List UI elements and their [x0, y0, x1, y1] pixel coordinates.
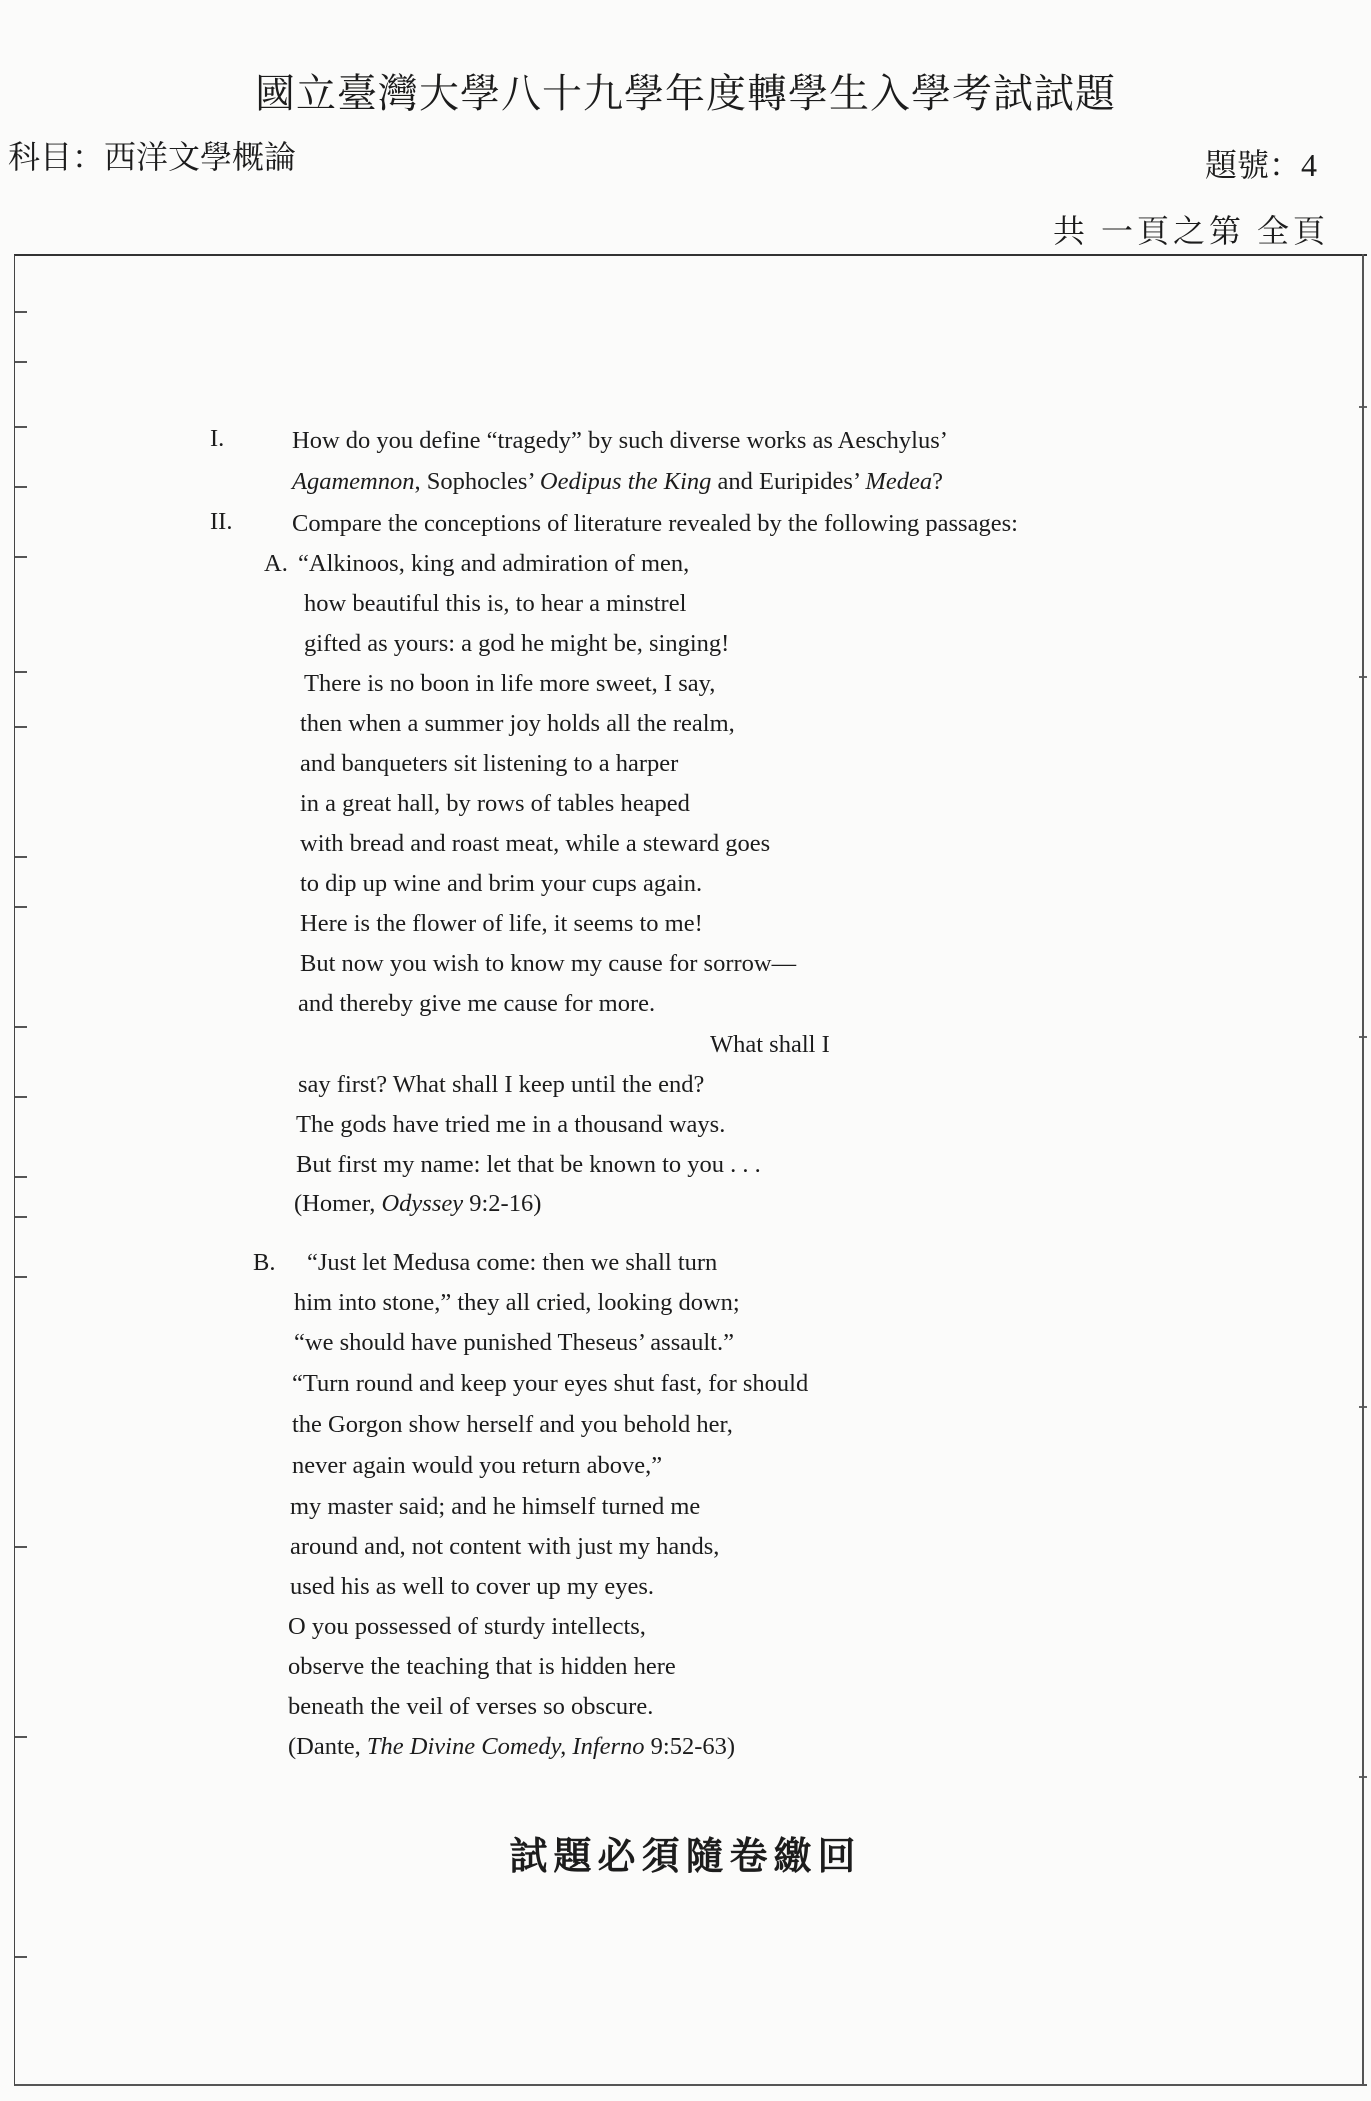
question-2-text: Compare the conceptions of literature revealed by the following passages:: [292, 510, 1018, 537]
passage-a-label: A.: [264, 550, 288, 577]
passage-b-line: the Gorgon show herself and you behold her,: [292, 1411, 733, 1438]
passage-b-line: beneath the veil of verses so obscure.: [288, 1693, 654, 1720]
passage-b-label: B.: [253, 1249, 276, 1276]
passage-b-line: around and, not content with just my hands,: [290, 1533, 720, 1560]
passage-b-line: O you possessed of sturdy intellects,: [288, 1613, 646, 1640]
passage-a-line: “Alkinoos, king and admiration of men,: [298, 550, 690, 577]
passage-a-line: gifted as yours: a god he might be, singing!: [304, 630, 730, 657]
passage-b-line: “Just let Medusa come: then we shall turn: [307, 1249, 718, 1276]
passage-a-line: There is no boon in life more sweet, I say,: [304, 670, 716, 697]
question-number: 題號：4: [1204, 147, 1317, 183]
return-notice: 試題必須隨卷繳回: [509, 1833, 862, 1878]
passage-a-line: But now you wish to know my cause for sorrow—: [300, 950, 797, 977]
passage-a-line: But first my name: let that be known to you . . .: [296, 1151, 761, 1178]
passage-a-line: The gods have tried me in a thousand ways.: [296, 1111, 726, 1138]
passage-b-line: observe the teaching that is hidden here: [288, 1653, 676, 1680]
passage-b-line: “Turn round and keep your eyes shut fast, for should: [292, 1370, 809, 1397]
passage-a-line: in a great hall, by rows of tables heaped: [300, 790, 690, 817]
frame-right-edge: [1362, 254, 1364, 2086]
page-count: 共 一頁之第 全頁: [1052, 213, 1329, 249]
passage-b-line: “we should have punished Theseus’ assault.”: [294, 1329, 734, 1356]
question-2-number: II.: [210, 508, 233, 535]
passage-a-line: how beautiful this is, to hear a minstrel: [304, 590, 687, 617]
subject-label: 科目：西洋文學概論: [8, 139, 297, 175]
passage-a-line: (Homer, Odyssey 9:2-16): [294, 1190, 542, 1217]
passage-b-line: used his as well to cover up my eyes.: [290, 1573, 655, 1600]
passage-b-line: my master said; and he himself turned me: [290, 1493, 701, 1520]
exam-title: 國立臺灣大學八十九學年度轉學生入學考試試題: [255, 71, 1116, 116]
passage-b-line: never again would you return above,”: [292, 1452, 663, 1479]
passage-a-line: to dip up wine and brim your cups again.: [300, 870, 703, 897]
passage-a-line: and thereby give me cause for more.: [298, 990, 656, 1017]
question-1-number: I.: [210, 425, 225, 452]
passage-a-line: What shall I: [710, 1031, 830, 1058]
passage-b-line: (Dante, The Divine Comedy, Inferno 9:52-63): [288, 1733, 736, 1760]
passage-a-line: and banqueters sit listening to a harper: [300, 750, 679, 777]
passage-a-line: with bread and roast meat, while a steward goes: [300, 830, 771, 857]
question-1-line-1: How do you define “tragedy” by such diverse works as Aeschylus’: [292, 427, 948, 454]
passage-a-line: Here is the flower of life, it seems to me!: [300, 910, 703, 937]
question-1-line-2: Agamemnon, Sophocles’ Oedipus the King and Euripides’ Medea?: [292, 468, 943, 495]
passage-a-line: say first? What shall I keep until the end?: [298, 1071, 705, 1098]
passage-a-line: then when a summer joy holds all the realm,: [300, 710, 735, 737]
passage-b-line: him into stone,” they all cried, looking down;: [294, 1289, 740, 1316]
